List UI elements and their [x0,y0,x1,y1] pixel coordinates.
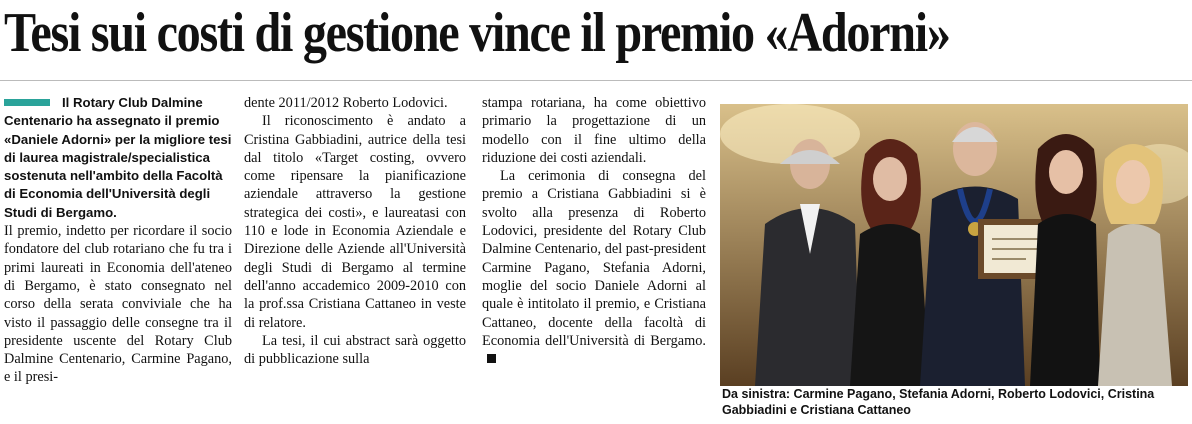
end-of-article-icon [487,354,496,363]
photo-caption: Da sinistra: Carmine Pagano, Stefania Adorni, Roberto Lodovici, Cristina Gabbiadini e Cristiana Cattaneo [722,387,1155,417]
lead-paragraph [4,94,232,222]
lead-text: Il Rotary Club Dalmine Centenario ha assegnato il premio «Daniele Adorni» per la migliore tesi di laurea magistrale/specialistica sostenuta nell'ambito della Facoltà di Economia dell'Università degli Studi di Bergamo. [4,95,232,220]
body-paragraph-6 [482,167,706,368]
headline: Tesi sui costi di gestione vince il premio «Adorni» [4,2,950,64]
headline-divider [0,80,1192,81]
ceremony-photo [720,104,1188,386]
person-cristina-gabbiadini [1030,134,1100,386]
person-cristiana-cattaneo [1098,144,1172,386]
column-2 [244,94,466,420]
body-paragraph-1: Il premio, indetto per ricordare il socio fondatore del club rotariano che fu tra i primi laureati in Economia dell'ateneo di Bergamo, è stato consegnato nel corso della serata conviviale che ha visto il passaggio delle consegne tra il presidente uscente del Rotary Club Dalmine Centenario, Carmine Pagano, e il presi- [4,223,232,386]
ceremony-photo-illustration [720,104,1188,386]
column-3 [482,94,706,420]
body-paragraph-3: Il riconoscimento è andato a Cristina Gabbiadini, autrice della tesi dal titolo «Target costing, ovvero come ripensare la pianificazione aziendale attraverso la gestione strategica dei costi», e laureatasi con 110 e lode in Economia Aziendale e Direzione delle Aziende all'Università degli Studi di Bergamo al termine dell'anno accademico 2009-2010 con la prof.ssa Cristiana Cattaneo in veste di relatore. [244,113,466,331]
closing-text: La cerimonia di consegna del premio a Cristiana Gabbiadini si è svolto alla presenza di Roberto Lodovici, presidente del Rotary Club Dalmine Centenario, del past-president Carmine Pagano, Stefania Adorni, moglie del socio Daniele Adorni al quale è intitolato il premio, e Cristiana Cattaneo, docente della facoltà di Economia dell'Università di Bergamo. [482,168,706,349]
person-stefania-adorni [850,139,930,386]
accent-bar [4,99,50,106]
column-1 [4,94,232,420]
body-paragraph-2: dente 2011/2012 Roberto Lodovici. [244,95,448,111]
body-paragraph-5: stampa rotariana, ha come obiettivo primario la progettazione di un modello con il fine ultimo della riduzione dei costi aziendali. [482,95,706,166]
body-paragraph-4: La tesi, il cui abstract sarà oggetto di pubblicazione sulla [244,332,466,368]
